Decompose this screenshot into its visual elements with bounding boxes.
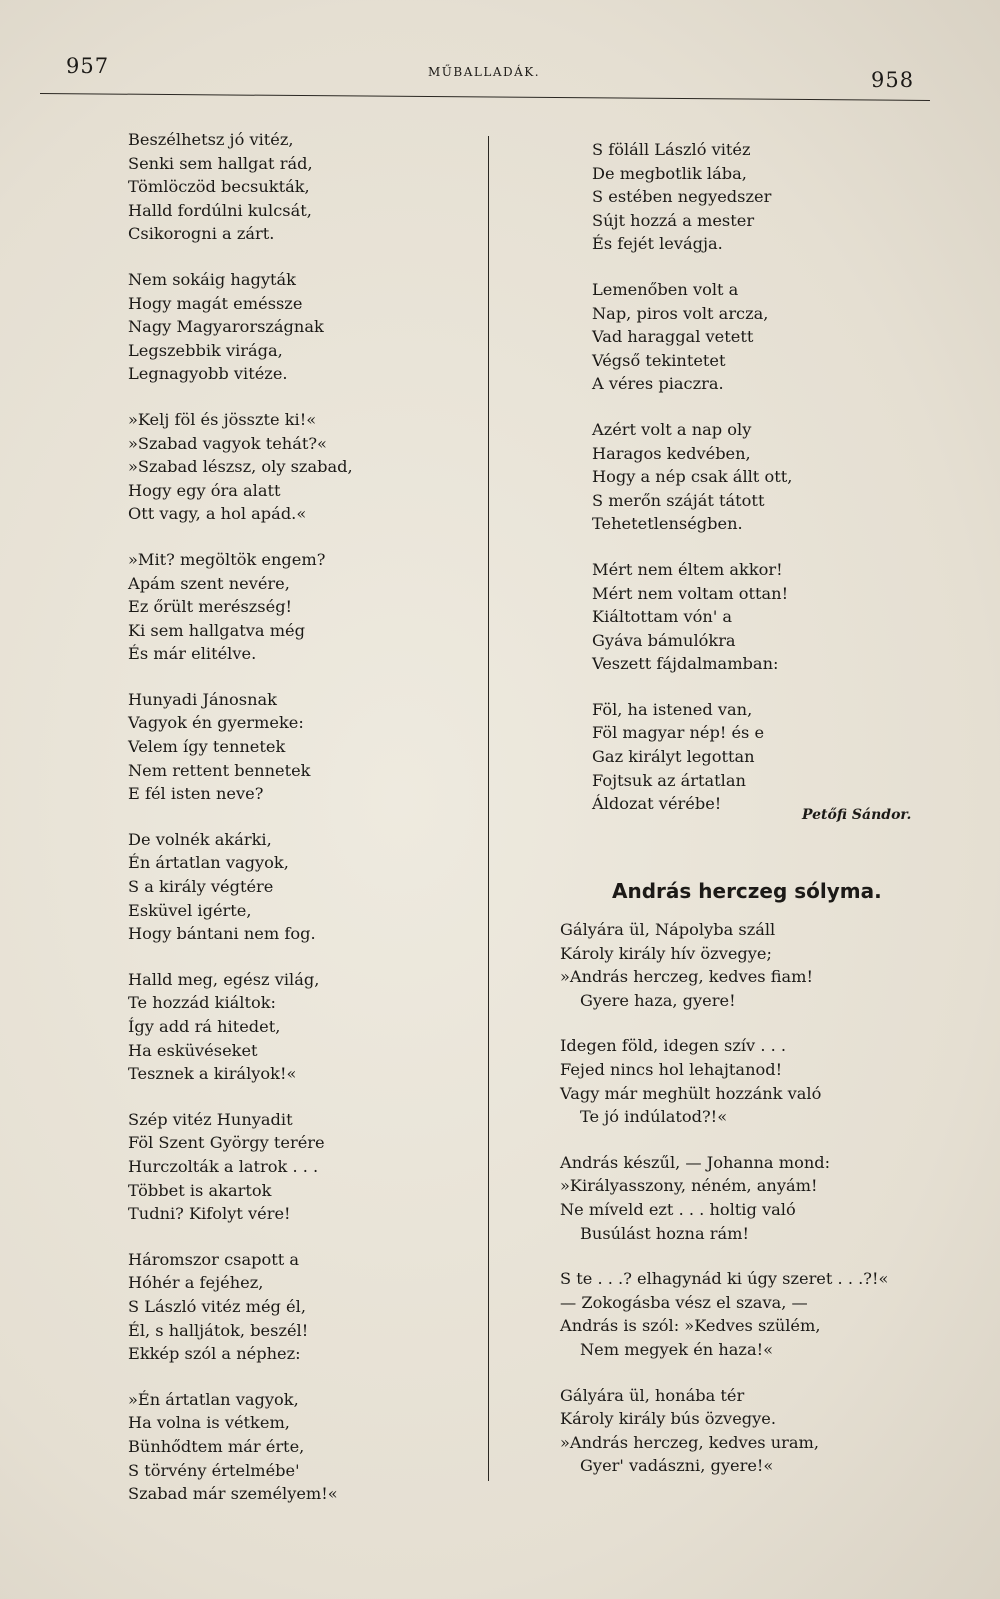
verse-line: Ha volna is vétkem,: [128, 1413, 290, 1433]
verse-line: Halld fordúlni kulcsát,: [128, 200, 312, 220]
verse-line: Ha esküvéseket: [128, 1040, 258, 1060]
verse-line: Föl Szent György terére: [128, 1133, 325, 1153]
verse-line: »Szabad lészsz, oly szabad,: [128, 457, 353, 477]
verse-line: Azért volt a nap oly: [592, 419, 752, 439]
stanza: [592, 558, 932, 676]
verse-line: S merőn száját tátott: [592, 490, 765, 510]
verse-line: De volnék akárki,: [128, 829, 272, 849]
verse-line: Sújt hozzá a mester: [592, 210, 755, 230]
verse-line: Gyer' vadászni, gyere!«: [580, 1456, 774, 1476]
header-rule: [40, 93, 930, 101]
verse-line: Én ártatlan vagyok,: [128, 853, 289, 873]
stanza: [128, 968, 478, 1086]
verse-line: S törvény értelmébe': [128, 1460, 300, 1480]
verse-line: Mért nem voltam ottan!: [592, 583, 789, 603]
verse-line: Hogy a nép csak állt ott,: [592, 467, 793, 487]
verse-line: S te . . .? elhagynád ki úgy szeret . . .?!«: [560, 1269, 889, 1289]
verse-line: Végső tekintetet: [592, 350, 726, 370]
running-title: MŰBALLADÁK.: [428, 65, 541, 79]
verse-line: — Zokogásba vész el szava, —: [560, 1292, 808, 1312]
verse-line: Tömlöczöd becsukták,: [128, 177, 310, 197]
left-page-number: 957: [66, 54, 110, 78]
verse-line: Ekkép szól a néphez:: [128, 1344, 301, 1364]
stanza: [560, 1034, 930, 1128]
stanza: [128, 1108, 478, 1226]
verse-line: Tesznek a királyok!«: [128, 1064, 297, 1084]
stanza: [592, 278, 932, 396]
verse-line: Beszélhetsz jó vitéz,: [128, 130, 294, 149]
verse-line: Vad haraggal vetett: [592, 327, 754, 347]
verse-line: Mért nem éltem akkor!: [592, 559, 783, 579]
verse-line: Gaz királyt legottan: [592, 747, 755, 767]
verse-line: Föl magyar nép! és e: [592, 723, 765, 743]
verse-line: Bünhődtem már érte,: [128, 1436, 305, 1456]
verse-line: S estében negyedszer: [592, 187, 772, 207]
poem-title: András herczeg sólyma.: [612, 879, 882, 903]
verse-line: Nap, piros volt arcza,: [592, 303, 769, 323]
verse-line: Esküvel igérte,: [128, 900, 252, 920]
second-poem-column: [560, 918, 930, 1500]
stanza: [560, 918, 930, 1012]
verse-line: Hogy magát eméssze: [128, 293, 303, 313]
verse-line: S a király végtére: [128, 877, 274, 897]
verse-line: Nagy Magyarországnak: [128, 317, 324, 337]
verse-line: Tehetetlenségben.: [592, 514, 743, 534]
verse-line: Így add rá hitedet,: [128, 1017, 281, 1036]
verse-line: Föl, ha istened van,: [592, 699, 753, 719]
verse-line: Busúlást hozna rám!: [580, 1223, 750, 1243]
stanza: [128, 128, 478, 246]
right-page-number: 958: [871, 68, 915, 92]
verse-line: Nem sokáig hagyták: [128, 269, 296, 289]
verse-line: Többet is akartok: [128, 1180, 272, 1200]
verse-line: Apám szent nevére,: [128, 573, 290, 593]
right-column: [592, 138, 932, 838]
verse-line: Veszett fájdalmamban:: [592, 654, 779, 674]
verse-line: Vagy már meghült hozzánk való: [560, 1083, 822, 1103]
verse-line: Károly király hív özvegye;: [560, 943, 772, 963]
verse-line: Te jó indúlatod?!«: [580, 1107, 728, 1127]
verse-line: Károly király bús özvegye.: [560, 1409, 777, 1429]
verse-line: Senki sem hallgat rád,: [128, 153, 313, 173]
verse-line: Hogy bántani nem fog.: [128, 924, 316, 944]
verse-line: Él, s halljátok, beszél!: [128, 1320, 309, 1340]
stanza: [592, 418, 932, 536]
verse-line: Gályára ül, Nápolyba száll: [560, 920, 776, 939]
stanza: [128, 408, 478, 526]
stanza: [592, 138, 932, 256]
verse-line: »Királyasszony, néném, anyám!: [560, 1176, 818, 1196]
verse-line: Hóhér a fejéhez,: [128, 1273, 264, 1293]
verse-line: Tudni? Kifolyt vére!: [128, 1204, 291, 1224]
verse-line: Fejed nincs hol lehajtanod!: [560, 1059, 783, 1079]
verse-line: Hogy egy óra alatt: [128, 480, 281, 500]
verse-line: Nem rettent bennetek: [128, 760, 311, 780]
verse-line: Vagyok én gyermeke:: [128, 713, 304, 733]
verse-line: S föláll László vitéz: [592, 140, 751, 159]
verse-line: Idegen föld, idegen szív . . .: [560, 1036, 787, 1056]
verse-line: Lemenőben volt a: [592, 279, 739, 299]
verse-line: »Szabad vagyok tehát?«: [128, 433, 327, 453]
verse-line: De megbotlik lába,: [592, 163, 747, 183]
verse-line: E fél isten neve?: [128, 784, 264, 804]
verse-line: Haragos kedvében,: [592, 443, 751, 463]
verse-line: Fojtsuk az ártatlan: [592, 770, 746, 790]
verse-line: Gályára ül, honába tér: [560, 1385, 745, 1405]
stanza: [560, 1384, 930, 1478]
verse-line: »Kelj föl és jösszte ki!«: [128, 409, 317, 429]
verse-line: A véres piaczra.: [592, 374, 724, 394]
verse-line: »András herczeg, kedves fiam!: [560, 967, 814, 987]
verse-line: »Én ártatlan vagyok,: [128, 1389, 299, 1409]
left-column: [128, 128, 478, 1528]
verse-line: Te hozzád kiáltok:: [128, 993, 276, 1013]
verse-line: Gyere haza, gyere!: [580, 990, 736, 1010]
stanza: [128, 688, 478, 806]
verse-line: András is szól: »Kedves szülém,: [560, 1316, 821, 1336]
verse-line: Gyáva bámulókra: [592, 630, 736, 650]
verse-line: Velem így tennetek: [128, 737, 286, 757]
verse-line: Szép vitéz Hunyadit: [128, 1109, 293, 1129]
verse-line: És már elitélve.: [128, 644, 257, 664]
stanza: [560, 1151, 930, 1245]
stanza: [128, 828, 478, 946]
verse-line: Áldozat vérébe!: [592, 794, 722, 814]
poem-signature: Petőfi Sándor.: [802, 807, 912, 823]
verse-line: Kiáltottam vón' a: [592, 607, 733, 627]
verse-line: Hunyadi Jánosnak: [128, 689, 277, 709]
column-divider: [488, 136, 489, 1481]
verse-line: »András herczeg, kedves uram,: [560, 1432, 820, 1452]
verse-line: Ott vagy, a hol apád.«: [128, 504, 307, 524]
verse-line: Ne míveld ezt . . . holtig való: [560, 1199, 796, 1219]
verse-line: Ez őrült merészség!: [128, 597, 293, 617]
stanza: [128, 1388, 478, 1506]
verse-line: András készűl, — Johanna mond:: [560, 1152, 831, 1172]
verse-line: »Mit? megöltök engem?: [128, 549, 326, 569]
verse-line: Csikorogni a zárt.: [128, 224, 275, 244]
verse-line: Hurczolták a latrok . . .: [128, 1156, 319, 1176]
verse-line: Legnagyobb vitéze.: [128, 364, 288, 384]
stanza: [128, 1248, 478, 1366]
verse-line: Halld meg, egész világ,: [128, 969, 320, 989]
stanza: [560, 1267, 930, 1361]
verse-line: Nem megyek én haza!«: [580, 1339, 774, 1359]
verse-line: S László vitéz még él,: [128, 1296, 306, 1316]
verse-line: És fejét levágja.: [592, 234, 723, 254]
stanza: [128, 548, 478, 666]
stanza: [128, 268, 478, 386]
verse-line: Szabad már személyem!«: [128, 1484, 338, 1504]
verse-line: Ki sem hallgatva még: [128, 620, 305, 640]
stanza: [592, 698, 932, 816]
verse-line: Legszebbik virága,: [128, 340, 283, 360]
verse-line: Háromszor csapott a: [128, 1249, 300, 1269]
